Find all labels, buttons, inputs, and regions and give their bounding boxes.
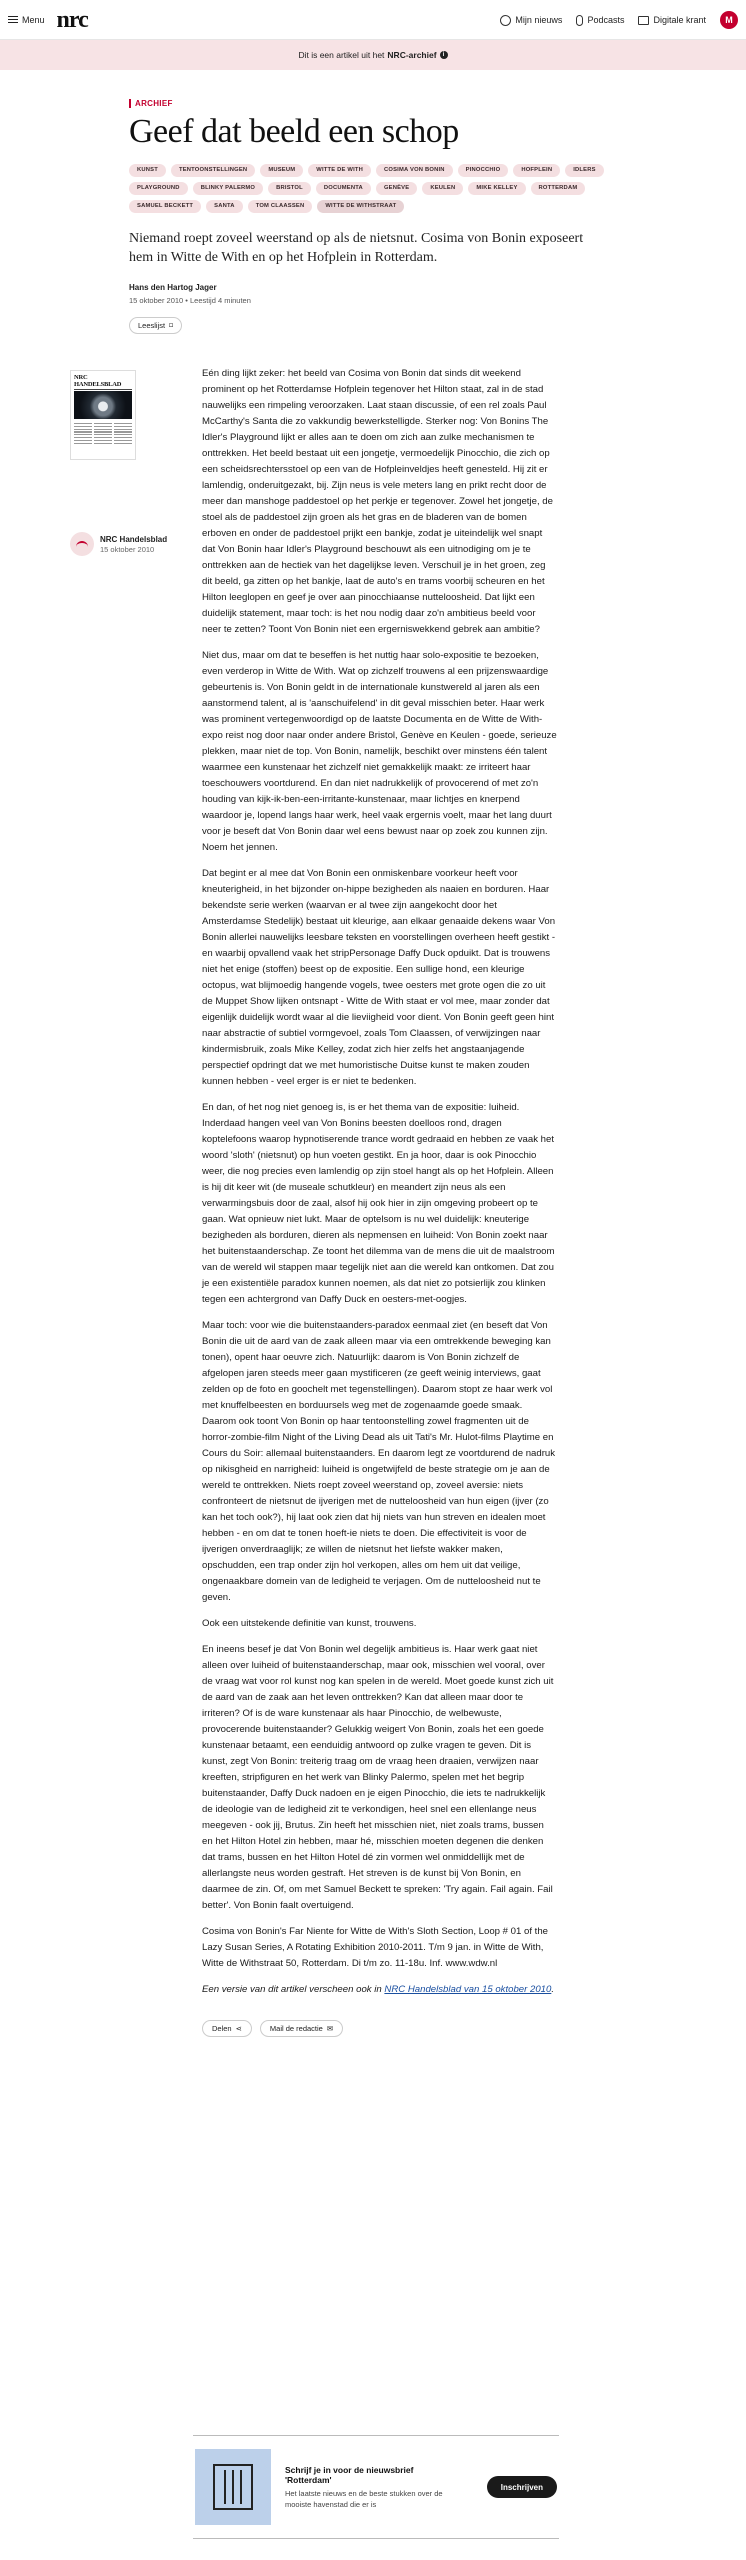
bookmark-icon: ⌑	[169, 321, 173, 330]
newsletter-illustration-icon	[213, 2464, 253, 2510]
source-date: 15 oktober 2010	[100, 544, 155, 554]
author-name[interactable]: Hans den Hartog Jager	[129, 283, 217, 292]
body-paragraph: En ineens besef je dat Von Bonin wel degelijk ambitieus is. Haar werk gaat niet alleen over luiheid of buitenstaanderschap, maar ook, misschien wel vooral, over de vraag wat voor rol kunst nog kan spelen in de wereld. Moet goede kunst zich uit de aard van de zaak aan het leven onttrekken? Kan dat alleen maar door te irriteren? Of is de ware kunstenaar als haar Pinocchio, de welbewuste, provocerende buitenstaander? Gelukkig weigert Von Bonin, zoals het een goede kunstenaar betaamt, een eenduidig antwoord op zulke vragen te geven. Dit is kunst, zegt Von Bonin: treiterig traag om de vraag heen draaien, verwijzen naar kreeften, stripfiguren en het werk van Blinky Palermo, spelen met het begrip buitenstaander, Daffy Duck nadoen en je eigen Pinocchio, die iets te nadrukkelijk de ideologie van de ledigheid zit te verkondigen, heel snel een ellenlange neus meegeven - ook jij, Brutus. Zin heeft het misschien niet, niet zoals trams, bussen en het Hilton Hotel zin hebben, maar hé, misschien moeten degenen die denken dat trams, bussen en het Hilton Hotel dé zin vormen wel onmiddellijk met de allerlangste neus worden gestraft. Het streven is de kunst bij Von Bonin, en daarmee de zin. Of, om met Samuel Beckett te spreken: 'Try again. Fail again. Fail better'. Von Bonin faalt overtuigend.	[202, 1644, 554, 1911]
article-meta: 15 oktober 2010 • Leestijd 4 minuten	[129, 296, 251, 305]
menu-button[interactable]	[8, 15, 45, 25]
article-header	[129, 99, 609, 334]
tag-chip[interactable]: BRISTOL	[268, 182, 311, 195]
my-news-label: Mijn nieuws	[515, 15, 563, 25]
newspaper-photo	[74, 391, 132, 419]
microphone-icon	[576, 15, 583, 26]
newsletter-image	[195, 2449, 271, 2525]
digital-paper-link[interactable]	[638, 15, 706, 25]
body-paragraph: Ook een uitstekende definitie van kunst, trouwens.	[202, 1618, 417, 1629]
tag-chip[interactable]: GENÈVE	[376, 182, 417, 195]
tag-chip[interactable]: BLINKY PALERMO	[193, 182, 263, 195]
tag-chip[interactable]: KEULEN	[422, 182, 463, 195]
tag-chip[interactable]: SANTA	[206, 200, 243, 213]
source-name: NRC Handelsblad	[100, 534, 168, 544]
avatar[interactable]: M	[720, 11, 738, 29]
newsletter-title: Schrijf je in voor de nieuwsbrief 'Rotterdam'	[285, 2464, 414, 2485]
clock-icon	[500, 15, 511, 26]
footnote-link[interactable]: NRC Handelsblad van 15 oktober 2010	[384, 1984, 552, 1995]
hamburger-icon	[8, 16, 18, 24]
body-paragraph: Eén ding lijkt zeker: het beeld van Cosima von Bonin dat sinds dit weekend prominent op het Rotterdamse Hofplein tegenover het Hilton staat, zal in de stad nauwelijks een rimpeling veroorzaken. Laat staan discussie, of een rel zoals Paul McCarthy's Santa die zo vakkundig bewerkstelligde. Sterker nog: Von Bonins The Idler's Playground lijkt er alles aan te doen om zich aan zulke mechanismen te onttrekken. Het beeld bestaat uit een jongetje, vermoedelijk Pinocchio, die zich op een scheidsrechtersstoel op een van de Hofpleinveldjes heeft genesteld. Hij zit er lamlendig, onderuitgezakt, bij. Zijn neus is vele meters lang en prikt recht door de meer dan manshoge paddestoel op het perkje er tegenover. Zowel het jongetje, de stoel als de paddestoel zijn groen als het gras en de bladeren van de bomen erboven en onder de paddestoel prijkt een bankje, zodat je uiteindelijk wel snapt dat Von Bonin haar Idler's Playground beschouwt als een uitnodiging om je te onttrekken aan de hectiek van het dagelijkse leven. Verschuil je in het groen, zeg dit beeld, ga zitten op het bankje, laat de auto's en trams voorbij scheuren en het Hilton leeglopen en geef je over aan pinocchiaanse nutteloosheid. Dat lijkt een duidelijk statement, maar toch: is het nou nodig daar zo'n ambitieus beeld voor neer te zetten? Toont Von Bonin niet een ergerniswekkend gebrek aan ambitie?	[202, 368, 553, 635]
newspaper-masthead: NRC HANDELSBLAD	[74, 374, 122, 388]
share-row	[202, 2020, 557, 2037]
newspaper-icon	[638, 16, 649, 25]
mail-editor-button[interactable]	[260, 2020, 343, 2037]
tag-chip[interactable]: IDLERS	[565, 164, 603, 177]
tag-chip[interactable]: KUNST	[129, 164, 166, 177]
tag-chip[interactable]: TENTOONSTELLINGEN	[171, 164, 255, 177]
tag-list	[129, 164, 609, 213]
menu-label: Menu	[22, 14, 45, 25]
body-paragraph: Cosima von Bonin's Far Niente for Witte de With's Sloth Section, Loop # 01 of the Lazy Susan Series, A Rotating Exhibition 2010-2011. T/m 9 jan. in Witte de With, Witte de Withstraat 50, Rotterdam. Di t/m zo. 11-18u. Inf. www.wdw.nl	[202, 1926, 549, 1969]
body-paragraph: Niet dus, maar om dat te beseffen is het nuttig haar solo-expositie te bezoeken, even verderop in Witte de With. Wat op zichzelf trouwens al een prijzenswaardige gebeurtenis is. Von Bonin geldt in de internationale kunstwereld al jaren als een aanstormend talent, al is 'aanschuifelend' in dit geval misschien beter. Haar werk was prominent vertegenwoordigd op de laatste Documenta en de Witte de With-expo reist nog door naar onder andere Bristol, Genève en Keulen - goede, serieuze plekken, maar niet de top. Von Bonin, namelijk, beschikt over minstens één talent waarmee een kunstenaar het zichzelf niet gemakkelijk maakt: ze irriteert haar toeschouwers voortdurend. En dan niet nadrukkelijk of provocerend of met zo'n houding van kijk-ik-ben-een-irritante-kunstenaar, maar lichtjes en knerpend waardoor je, lopend langs haar werk, heel vaak ergernis voelt, maar het lang duurt voor je beseft dat Von Bonin daar wel eens bewust naar op zoek zou kunnen zijn. Noem het jennen.	[202, 650, 557, 853]
digital-paper-label: Digitale krant	[653, 15, 706, 25]
article-footnote	[202, 1982, 557, 1998]
my-news-link[interactable]	[500, 15, 562, 26]
article-title: Geef dat beeld een schop	[129, 113, 459, 150]
tag-chip[interactable]: PINOCCHIO	[458, 164, 509, 177]
body-paragraph: En dan, of het nog niet genoeg is, is er het thema van de expositie: luiheid. Inderdaad hangen veel van Von Bonins beesten doelloos rond, dragen koptelefoons waarop hypnotiserende trance wordt gedraaid en hebben ze vaak het woord 'sloth' (nietsnut) op hun voeten gestikt. En ja hoor, daar is ook Pinocchio weer, die nog precies even lamlendig op zijn stoel hangt als op het Hofplein. Alleen is hij dit keer wit (de museale schutkleur) en meandert zijn neus als een verwarmingsbuis door de zaal, alsof hij ook hier in zijn omgeving probeert op te gaan. Wat opnieuw niet lukt. Maar de optelsom is nu wel duidelijk: kneuterige bezigheden als borduren, dieren als nepmensen en luiheid: Von Bonin zoekt naar het buitenstaanderschap. Ze toont het dilemma van de mens die uit de maalstroom van de wereld wil stappen maar tegelijk niet aan die wereld kan ontkomen. Dat zou je een existentiële paradox kunnen noemen, als dat niet zo potsierlijk zou klinken tegen een achtergrond van Daffy Duck en oesters-met-oogjes.	[202, 1102, 555, 1305]
info-icon[interactable]: i	[440, 51, 448, 59]
newsletter-top-rule	[193, 2435, 559, 2436]
newspaper-thumbnail[interactable]	[70, 370, 136, 460]
share-button[interactable]	[202, 2020, 252, 2037]
subscribe-button[interactable]: Inschrijven	[487, 2476, 557, 2498]
tag-chip[interactable]: MIKE KELLEY	[468, 182, 525, 195]
tag-chip[interactable]: WITTE DE WITH	[308, 164, 371, 177]
source-info	[70, 532, 167, 556]
mail-editor-label: Mail de redactie	[269, 2024, 323, 2033]
article-kicker	[129, 99, 609, 108]
tag-chip[interactable]: DOCUMENTA	[316, 182, 371, 195]
newsletter-description: Het laatste nieuws en de beste stukken over de mooiste havenstad die er is	[285, 2488, 443, 2509]
share-icon: ⋖	[235, 2024, 242, 2033]
footnote-prefix: Een versie van dit artikel verscheen ook in	[202, 1984, 382, 1995]
masthead-rule	[74, 389, 132, 390]
podcasts-link[interactable]	[576, 15, 624, 26]
mail-icon: ✉	[326, 2024, 334, 2033]
share-label: Delen	[212, 2024, 232, 2033]
newsletter-signup	[193, 2441, 559, 2533]
tag-chip[interactable]: ROTTERDAM	[531, 182, 586, 195]
tag-chip[interactable]: MUSEUM	[260, 164, 303, 177]
article-date: 15 oktober 2010	[129, 296, 184, 305]
tag-chip[interactable]: COSIMA VON BONIN	[376, 164, 453, 177]
tag-chip[interactable]: TOM CLAASSEN	[248, 200, 313, 213]
tag-chip[interactable]: WITTE DE WITHSTRAAT	[317, 200, 404, 213]
readlist-label: Leeslijst	[138, 321, 166, 330]
kicker-bar-icon	[129, 99, 131, 108]
footnote-suffix: .	[551, 1984, 554, 1995]
header-actions	[500, 0, 738, 40]
paragraph-list	[202, 366, 557, 1972]
newsletter-bottom-rule	[193, 2538, 559, 2539]
article-body	[202, 366, 557, 2037]
newsletter-text	[285, 2465, 455, 2510]
podcasts-label: Podcasts	[587, 15, 625, 25]
archive-banner	[0, 40, 746, 70]
site-header	[0, 0, 746, 40]
readlist-button[interactable]	[129, 317, 182, 334]
body-paragraph: Maar toch: voor wie die buitenstaanders-paradox eenmaal ziet (en beseft dat Von Bonin die uit de aard van de zaak alleen maar via een omtrekkende beweging kan tonen), opent haar oeuvre zich. Natuurlijk: daarom is Von Bonin zichzelf de afgelopen jaren steeds meer gaan mystificeren (ze geeft weinig interviews, gaat zelden op de foto en goochelt met tegenstellingen). Daarom stopt ze haar werk vol met knuffelbeesten en borduursels weg met de zogenaamde goede smaak. Daarom ook toont Von Bonin op haar tentoonstelling zowel fragmenten uit de horror-zombie-film Night of the Living Dead als uit Tati's Mr. Hulot-films Playtime en Cours du Soir: allemaal buitenstaanders. En daarom legt ze voortdurend de nadruk op nikisgheid en narrigheid: luiheid is ongetwijfeld de beste strategie om je aan de wereld te onttrekken. Niets roept zoveel weerstand op, zoveel aversie: niets confronteert de nietsnut de ijverigen met de nutteloosheid van hun eigen (ijver (zo kan het toch ook?), hij laat ook zien dat hij niets van hun streven en idealen moet hebben - en om dat te tonen hoeft-ie niets te doen. Die effectiviteit is voor de ijverigen onverdraaglijk; ze willen de nietsnut het liefste wakker maken, opschudden, een trap onder zijn hol verkopen, alles om hem uit dat veilige, ongenaakbare domein van de ledigheid te verjagen. Om de nutteloosheid nut te geven.	[202, 1320, 556, 1603]
article-intro: Niemand roept zoveel weerstand op als de nietsnut. Cosima von Bonin exposeert hem in Witte de With en op het Hofplein in Rotterdam.	[129, 231, 584, 265]
tag-chip[interactable]: HOFPLEIN	[513, 164, 560, 177]
body-paragraph: Dat begint er al mee dat Von Bonin een onmiskenbare voorkeur heeft voor kneuterigheid, in het bijzonder on-hippe bezigheden als naaien en borduren. Haar bekendste serie werken (waarvan er al twee zijn aangekocht door het Amsterdamse Stedelijk) bestaat uit kleurige, aan elkaar genaaide dekens waar Von Bonin allerlei nauwelijks leesbare teksten en voorstellingen overheen heeft gestikt - en waarbij opvallend vaak het stripPersonage Daffy Duck opduikt. Dat is trouwens niet het enige (stoffen) beest op de expositie. Een sullige hond, een kleurige octopus, wat blijmoedig hangende vogels, twee oesters met grote ogen die zo uit de Muppet Show lijken ontsnapt - Witte de With staat er vol mee, maar zonder dat eigenlijk duidelijk wordt waar al die lieviigheid voor dient. Von Bonin geeft geen hint naar abstractie of subtiel vormgevoel, zoals Tom Claassen, of verwijzingen naar kindermisbruik, zoals Mike Kelley, zodat zich hier zelfs het angstaanjagende perspectief opdringt dat we met humoristische Duitse kunst te maken zouden kunnen hebben - veel erger is er niet te bedenken.	[202, 868, 556, 1087]
tag-chip[interactable]: PLAYGROUND	[129, 182, 188, 195]
tag-chip[interactable]: SAMUEL BECKETT	[129, 200, 201, 213]
archive-banner-strong: NRC-archief	[387, 50, 437, 60]
site-logo[interactable]: nrc	[56, 6, 88, 33]
kicker-label[interactable]: ARCHIEF	[135, 99, 173, 108]
read-time: Leestijd 4 minuten	[190, 296, 251, 305]
nrc-handelsblad-logo-icon	[70, 532, 94, 556]
newspaper-columns	[71, 420, 135, 448]
archive-banner-text: Dit is een artikel uit het	[298, 50, 385, 60]
